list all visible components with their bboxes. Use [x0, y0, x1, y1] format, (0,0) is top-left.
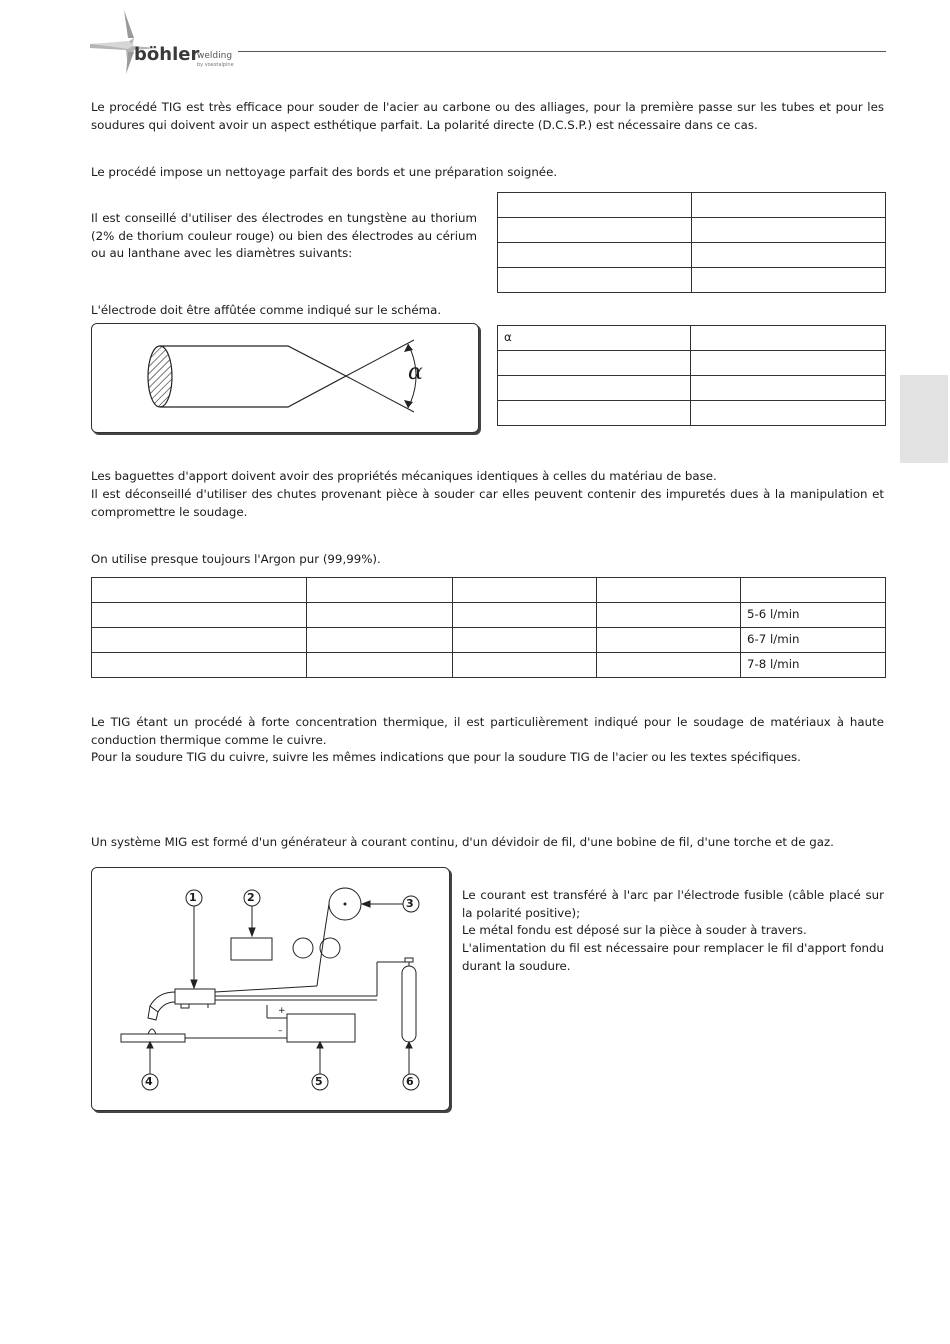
table-cell: [498, 351, 691, 376]
table-cell: [307, 578, 453, 603]
paragraph-tig-intro: Le procédé TIG est très efficace pour souder de l'acier au carbone ou des alliages, pour la première passe sur les tubes et pour les soudures qui doivent avoir un aspect esthétique parfait. La polarité directe (D.C.S.P.) est nécessaire dans ce cas.: [91, 100, 884, 132]
paragraph-sharpening: L'électrode doit être affûtée comme indiqué sur le schéma.: [91, 303, 442, 317]
brand-name: böhler: [134, 44, 200, 65]
mig-callout-5: 5: [315, 1075, 323, 1088]
paragraph-mig-current: Le courant est transféré à l'arc par l'électrode fusible (câble placé sur la polarité positive);: [462, 888, 884, 920]
mig-diagram: [91, 867, 450, 1111]
side-tab: [900, 375, 948, 463]
mig-callout-1: 1: [189, 891, 197, 904]
table-cell: [692, 243, 886, 268]
paragraph-filler-warning: Il est déconseillé d'utiliser des chutes provenant pièce à souder car elles peuvent contenir des impuretés dues à la manipulation et compromettre le soudage.: [91, 487, 884, 519]
table-row: [92, 653, 886, 678]
table-cell: [691, 326, 886, 351]
table-row: [498, 193, 886, 218]
table-cell: [92, 628, 307, 653]
table-cell: [691, 376, 886, 401]
paragraph-mig-system: Un système MIG est formé d'un générateur à courant continu, d'un dévidoir de fil, d'une bobine de fil, d'une torche et de gaz.: [91, 835, 834, 849]
mig-callout-4: 4: [145, 1075, 153, 1088]
table-cell: [597, 653, 741, 678]
mig-callout-3: 3: [406, 897, 414, 910]
table-row: [498, 326, 886, 351]
table-cell: [597, 628, 741, 653]
table-cell: [307, 653, 453, 678]
mig-callout-2: 2: [247, 891, 255, 904]
table-cell: [453, 628, 597, 653]
table-cell: [692, 268, 886, 293]
table-row: [498, 351, 886, 376]
table-row: [92, 628, 886, 653]
table-cell: [597, 603, 741, 628]
table-cell: 7-8 l/min: [741, 653, 886, 678]
table-cell: [498, 243, 692, 268]
plus-terminal-label: +: [278, 1006, 286, 1016]
table-row: [92, 578, 886, 603]
header-rule: [238, 51, 886, 52]
paragraph-mig-feed: L'alimentation du fil est nécessaire pour remplacer le fil d'apport fondu durant la soudure.: [462, 941, 884, 973]
paragraph-electrodes: Il est conseillé d'utiliser des électrodes en tungstène au thorium (2% de thorium couleur rouge) ou bien des électrodes au cérium ou au lanthane avec les diamètres suivants:: [91, 211, 477, 260]
table-cell: [453, 653, 597, 678]
table-row: [498, 376, 886, 401]
table-cell: [498, 401, 691, 426]
table-cell: [498, 376, 691, 401]
table-cell: [307, 603, 453, 628]
table-cell: [92, 578, 307, 603]
paragraph-filler-rods: Les baguettes d'apport doivent avoir des propriétés mécaniques identiques à celles du matériau de base.: [91, 469, 717, 483]
table-cell: [692, 218, 886, 243]
table-cell: 5-6 l/min: [741, 603, 886, 628]
table-cell: [453, 578, 597, 603]
angle-label: α: [408, 360, 423, 385]
mig-callout-6: 6: [406, 1075, 414, 1088]
table-cell: [741, 578, 886, 603]
brand-tagline: by voestalpine: [197, 62, 234, 68]
table-cell: [453, 603, 597, 628]
table-cell: [597, 578, 741, 603]
paragraph-tig-copper: Le TIG étant un procédé à forte concentration thermique, il est particulièrement indiqué pour le soudage de matériaux à haute conduction thermique comme le cuivre.: [91, 715, 884, 747]
angle-table: [497, 325, 886, 426]
minus-terminal-label: –: [278, 1026, 283, 1036]
paragraph-mig-deposit: Le métal fondu est déposé sur la pièce à souder à travers.: [462, 923, 807, 937]
table-cell: [498, 268, 692, 293]
table-cell: [691, 351, 886, 376]
table-cell: [692, 193, 886, 218]
table-row: [498, 218, 886, 243]
electrode-diagram: [91, 323, 479, 433]
paragraph-argon: On utilise presque toujours l'Argon pur (99,99%).: [91, 552, 381, 566]
table-cell: [92, 603, 307, 628]
table-cell: [691, 401, 886, 426]
paragraph-cleaning: Le procédé impose un nettoyage parfait des bords et une préparation soignée.: [91, 165, 558, 179]
gas-flow-table: [91, 577, 886, 678]
table-cell: [498, 218, 692, 243]
table-row: [498, 401, 886, 426]
table-cell: α: [498, 326, 691, 351]
table-cell: [307, 628, 453, 653]
table-cell: [498, 193, 692, 218]
electrode-diameter-table: [497, 192, 886, 293]
brand-suffix: welding: [197, 51, 233, 61]
table-cell: [92, 653, 307, 678]
table-row: [498, 243, 886, 268]
table-cell: 6-7 l/min: [741, 628, 886, 653]
table-row: [498, 268, 886, 293]
paragraph-tig-copper-instructions: Pour la soudure TIG du cuivre, suivre les mêmes indications que pour la soudure TIG de l'acier ou les textes spécifiques.: [91, 750, 801, 764]
table-row: [92, 603, 886, 628]
